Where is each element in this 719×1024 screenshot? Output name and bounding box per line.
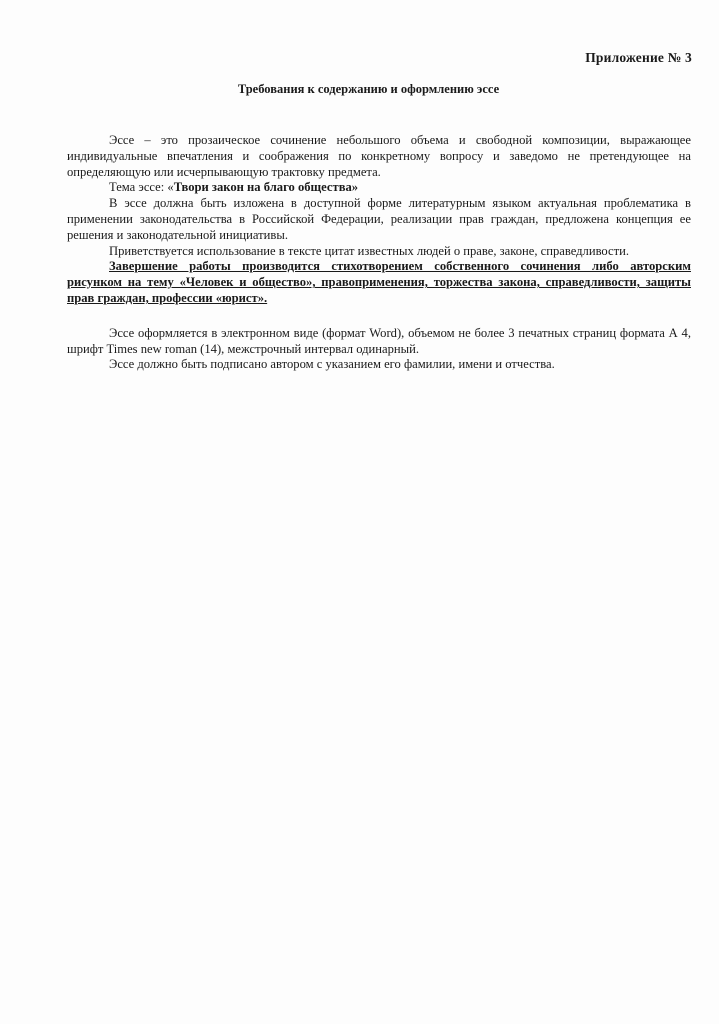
theme-prefix: Тема эссе:	[109, 180, 168, 195]
paragraph-definition: Эссе – это прозаическое сочинение небольшого объема и свободной композиции, выражающее индивидуальные впечатления и соображения по конкретному вопросу и заведомо не претендующее на определяющую или исчерпывающую трактовку предмета.	[67, 133, 691, 179]
paragraph-signature: Эссе должно быть подписано автором с указанием его фамилии, имени и отчества.	[109, 357, 555, 372]
paragraph-completion	[67, 259, 691, 306]
theme-title: Твори закон на благо общества»	[173, 180, 359, 195]
document-title: Требования к содержанию и оформлению эссе	[237, 82, 500, 96]
paragraph-theme	[67, 180, 691, 196]
paragraph-quotes: Приветствуется использование в тексте цитат известных людей о праве, законе, справедливости.	[109, 243, 630, 258]
document-body	[67, 133, 691, 373]
paragraph-spacer	[67, 307, 691, 326]
appendix-label: Приложение № 3	[585, 50, 692, 65]
paragraph-content-requirements: В эссе должна быть изложена в доступной форме литературным языком актуальная проблематика в применении законодательства в Российской Федерации, реализации прав граждан, предложена концепция ее решения и законодательной инициативы.	[67, 196, 691, 242]
completion-requirement: Завершение работы производится стихотворением собственного сочинения либо авторским рисунком на тему «Человек и общество», правоприменения, торжества закона, справедливости, защиты прав граждан, профессии «юрист».	[67, 259, 691, 305]
paragraph-formatting: Эссе оформляется в электронном виде (формат Word), объемом не более 3 печатных страниц формата А 4, шрифт Times new roman (14), межстрочный интервал одинарный.	[67, 325, 691, 356]
theme-quote-open: «	[167, 180, 174, 195]
